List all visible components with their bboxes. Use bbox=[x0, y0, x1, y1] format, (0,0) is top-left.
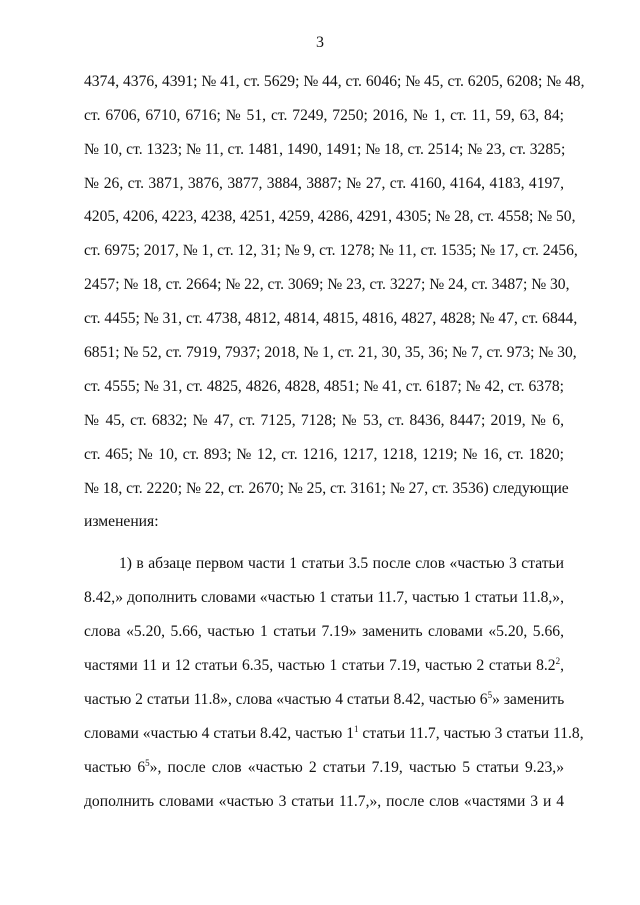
text-line-18: частями 11 и 12 статьи 6.35, частью 1 статьи 7.19, частью 2 статьи $8.2^2$, bbox=[84, 656, 564, 674]
superscript: 1 bbox=[354, 724, 359, 734]
text-line-21: частью $6^5$», после слов «частью 2 статьи 7.19, частью 5 статьи 9.23,» bbox=[84, 758, 564, 776]
text-line-2: ст. 6706, 6710, 6716; № 51, ст. 7249, 7250; 2016, № 1, ст. 11, 59, 63, 84; bbox=[84, 107, 564, 124]
text-line-15: 1) в абзаце первом части 1 статьи 3.5 после слов «частью 3 статьи bbox=[119, 555, 564, 572]
text-line-14: изменения: bbox=[84, 513, 159, 530]
superscript: 5 bbox=[145, 758, 150, 768]
text-line-20: словами «частью 4 статьи 8.42, частью $1^1$ статьи 11.7, частью 3 статьи 11.8, bbox=[84, 724, 584, 742]
text-line-5: 4205, 4206, 4223, 4238, 4251, 4259, 4286, 4291, 4305; № 28, ст. 4558; № 50, bbox=[84, 208, 576, 225]
text-line-16: 8.42,» дополнить словами «частью 1 статьи 11.7, частью 1 статьи 11.8,», bbox=[84, 589, 564, 606]
text-line-7: 2457; № 18, ст. 2664; № 22, ст. 3069; № 23, ст. 3227; № 24, ст. 3487; № 30, bbox=[84, 276, 570, 293]
text-line-22: дополнить словами «частью 3 статьи 11.7,», после слов «частями 3 и 4 bbox=[84, 793, 564, 810]
text-line-12: ст. 465; № 10, ст. 893; № 12, ст. 1216, 1217, 1218, 1219; № 16, ст. 1820; bbox=[84, 446, 564, 463]
text-line-6: ст. 6975; 2017, № 1, ст. 12, 31; № 9, ст. 1278; № 11, ст. 1535; № 17, ст. 2456, bbox=[84, 242, 578, 259]
text-line-3: № 10, ст. 1323; № 11, ст. 1481, 1490, 1491; № 18, ст. 2514; № 23, ст. 3285; bbox=[84, 141, 566, 158]
text-line-13: № 18, ст. 2220; № 22, ст. 2670; № 25, ст. 3161; № 27, ст. 3536) следующие bbox=[84, 480, 569, 497]
text-line-19: частью 2 статьи 11.8», слова «частью 4 статьи 8.42, частью $6^5$» заменить bbox=[84, 690, 565, 708]
superscript: 2 bbox=[555, 656, 561, 666]
text-line-1: 4374, 4376, 4391; № 41, ст. 5629; № 44, ст. 6046; № 45, ст. 6205, 6208; № 48, bbox=[84, 73, 585, 90]
text-line-17: слова «5.20, 5.66, частью 1 статьи 7.19» заменить словами «5.20, 5.66, bbox=[84, 623, 564, 640]
text-line-8: ст. 4455; № 31, ст. 4738, 4812, 4814, 4815, 4816, 4827, 4828; № 47, ст. 6844, bbox=[84, 310, 578, 327]
text-line-9: 6851; № 52, ст. 7919, 7937; 2018, № 1, ст. 21, 30, 35, 36; № 7, ст. 973; № 30, bbox=[84, 344, 577, 361]
text-line-11: № 45, ст. 6832; № 47, ст. 7125, 7128; № 53, ст. 8436, 8447; 2019, № 6, bbox=[84, 412, 564, 429]
superscript: 5 bbox=[487, 690, 493, 700]
text-line-4: № 26, ст. 3871, 3876, 3877, 3884, 3887; № 27, ст. 4160, 4164, 4183, 4197, bbox=[84, 175, 564, 192]
text-line-10: ст. 4555; № 31, ст. 4825, 4826, 4828, 4851; № 41, ст. 6187; № 42, ст. 6378; bbox=[84, 378, 564, 395]
page-number: 3 bbox=[316, 34, 324, 51]
